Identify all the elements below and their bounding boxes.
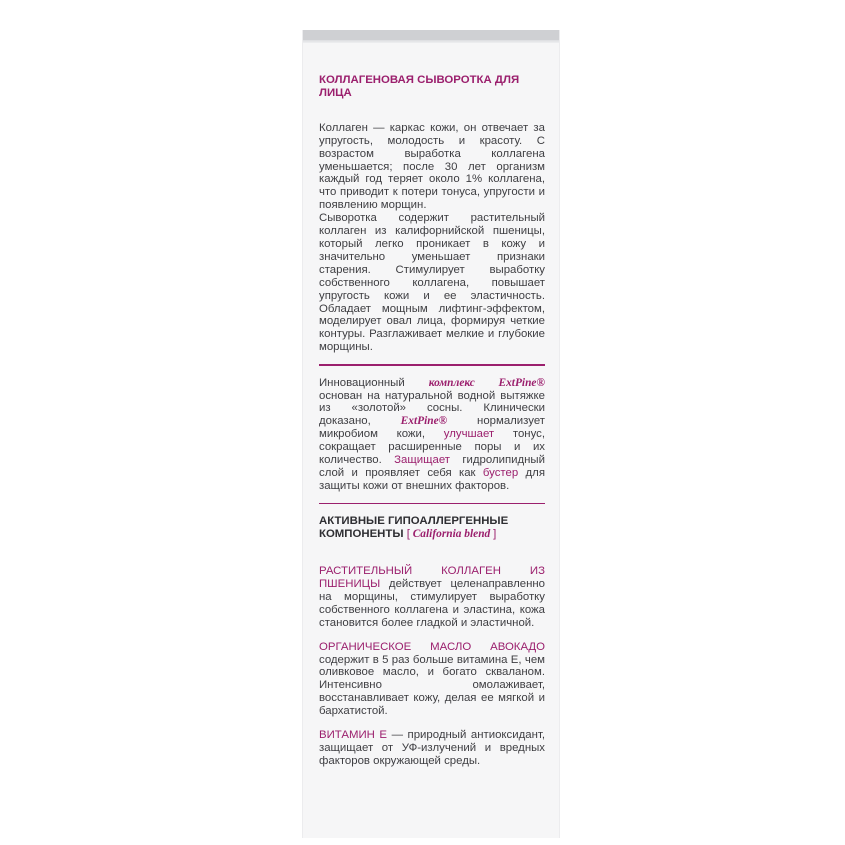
complex-text: гидролипидный слой и проявляет себя как bbox=[319, 454, 545, 479]
bracket: [ bbox=[406, 528, 410, 541]
ingredient-item bbox=[319, 565, 545, 630]
complex-paragraph bbox=[319, 377, 545, 493]
bracket: ] bbox=[493, 528, 497, 541]
label-text-block bbox=[319, 74, 545, 779]
highlight-word: Защищает bbox=[394, 454, 451, 467]
box-top-flap bbox=[303, 30, 559, 43]
product-title: КОЛЛАГЕНОВАЯ СЫВОРОТКА ДЛЯ ЛИЦА bbox=[319, 74, 520, 99]
product-box-side bbox=[302, 30, 560, 838]
intro-paragraph-2: Сыворотка содержит растительный коллаген из калифорнийской пшеницы, который легко проникает в кожу и значительно уменьшает признаки старения. Стимулирует выработку собственного коллагена, повышает упругость кожи и ее эластичность. Обладает мощным лифтинг-эффектом, моделирует овал лица, формируя четкие контуры. Разглаживает мелкие и глубокие морщины. bbox=[319, 212, 545, 354]
ingredient-description: действует целенаправленно на морщины, стимулирует выработку собственного коллагена и эластина, кожа становится более гладкой и эластичной. bbox=[319, 578, 545, 629]
complex-text: тонус, сокращает расширенные поры и их количество. bbox=[319, 428, 545, 467]
section-divider bbox=[319, 364, 545, 366]
brand-name: ExtPine® bbox=[400, 415, 448, 428]
complex-text: нормализует микробиом кожи, bbox=[319, 415, 545, 441]
ingredient-item bbox=[319, 641, 545, 718]
highlight-word: бустер bbox=[482, 466, 519, 479]
intro-paragraph-1: Коллаген — каркас кожи, он отвечает за упругость, молодость и красоту. С возрастом выработка коллагена уменьшается; после 30 лет организм каждый год теряет около 1% коллагена, что приводит к потери тонуса, упругости и появлению морщин. bbox=[319, 121, 545, 212]
complex-text: для защиты кожи от внешних факторов. bbox=[319, 466, 545, 492]
components-heading-text: АКТИВНЫЕ ГИПОАЛЛЕРГЕННЫЕ КОМПОНЕНТЫ bbox=[319, 515, 509, 541]
ingredient-description: — природный антиоксидант, защищает от УФ-излучений и вредных факторов окружающей среды. bbox=[319, 729, 545, 767]
ingredient-description: содержит в 5 раз больше витамина Е, чем оливковое масло, и богато скваланом. Интенсивно омолаживает, восстанавливает кожу, делая ее мягкой и бархатистой. bbox=[319, 653, 545, 718]
ingredient-name: РАСТИТЕЛЬНЫЙ КОЛЛАГЕН ИЗ ПШЕНИЦЫ bbox=[319, 565, 545, 590]
ingredient-name: ВИТАМИН Е bbox=[319, 729, 388, 742]
ingredient-name: ОРГАНИЧЕСКОЕ МАСЛО АВОКАДО bbox=[319, 640, 545, 653]
brand-name: комплекс ExtPine® bbox=[428, 376, 545, 389]
components-heading bbox=[319, 515, 545, 541]
blend-name: California blend bbox=[409, 528, 494, 541]
ingredient-item bbox=[319, 729, 545, 768]
complex-text: Инновационный bbox=[319, 376, 429, 389]
section-divider bbox=[319, 503, 545, 505]
complex-text: основан на натуральной водной вытяжке из «золотой» сосны. Клинически доказано, bbox=[319, 389, 545, 428]
highlight-word: улучшает bbox=[443, 428, 495, 441]
